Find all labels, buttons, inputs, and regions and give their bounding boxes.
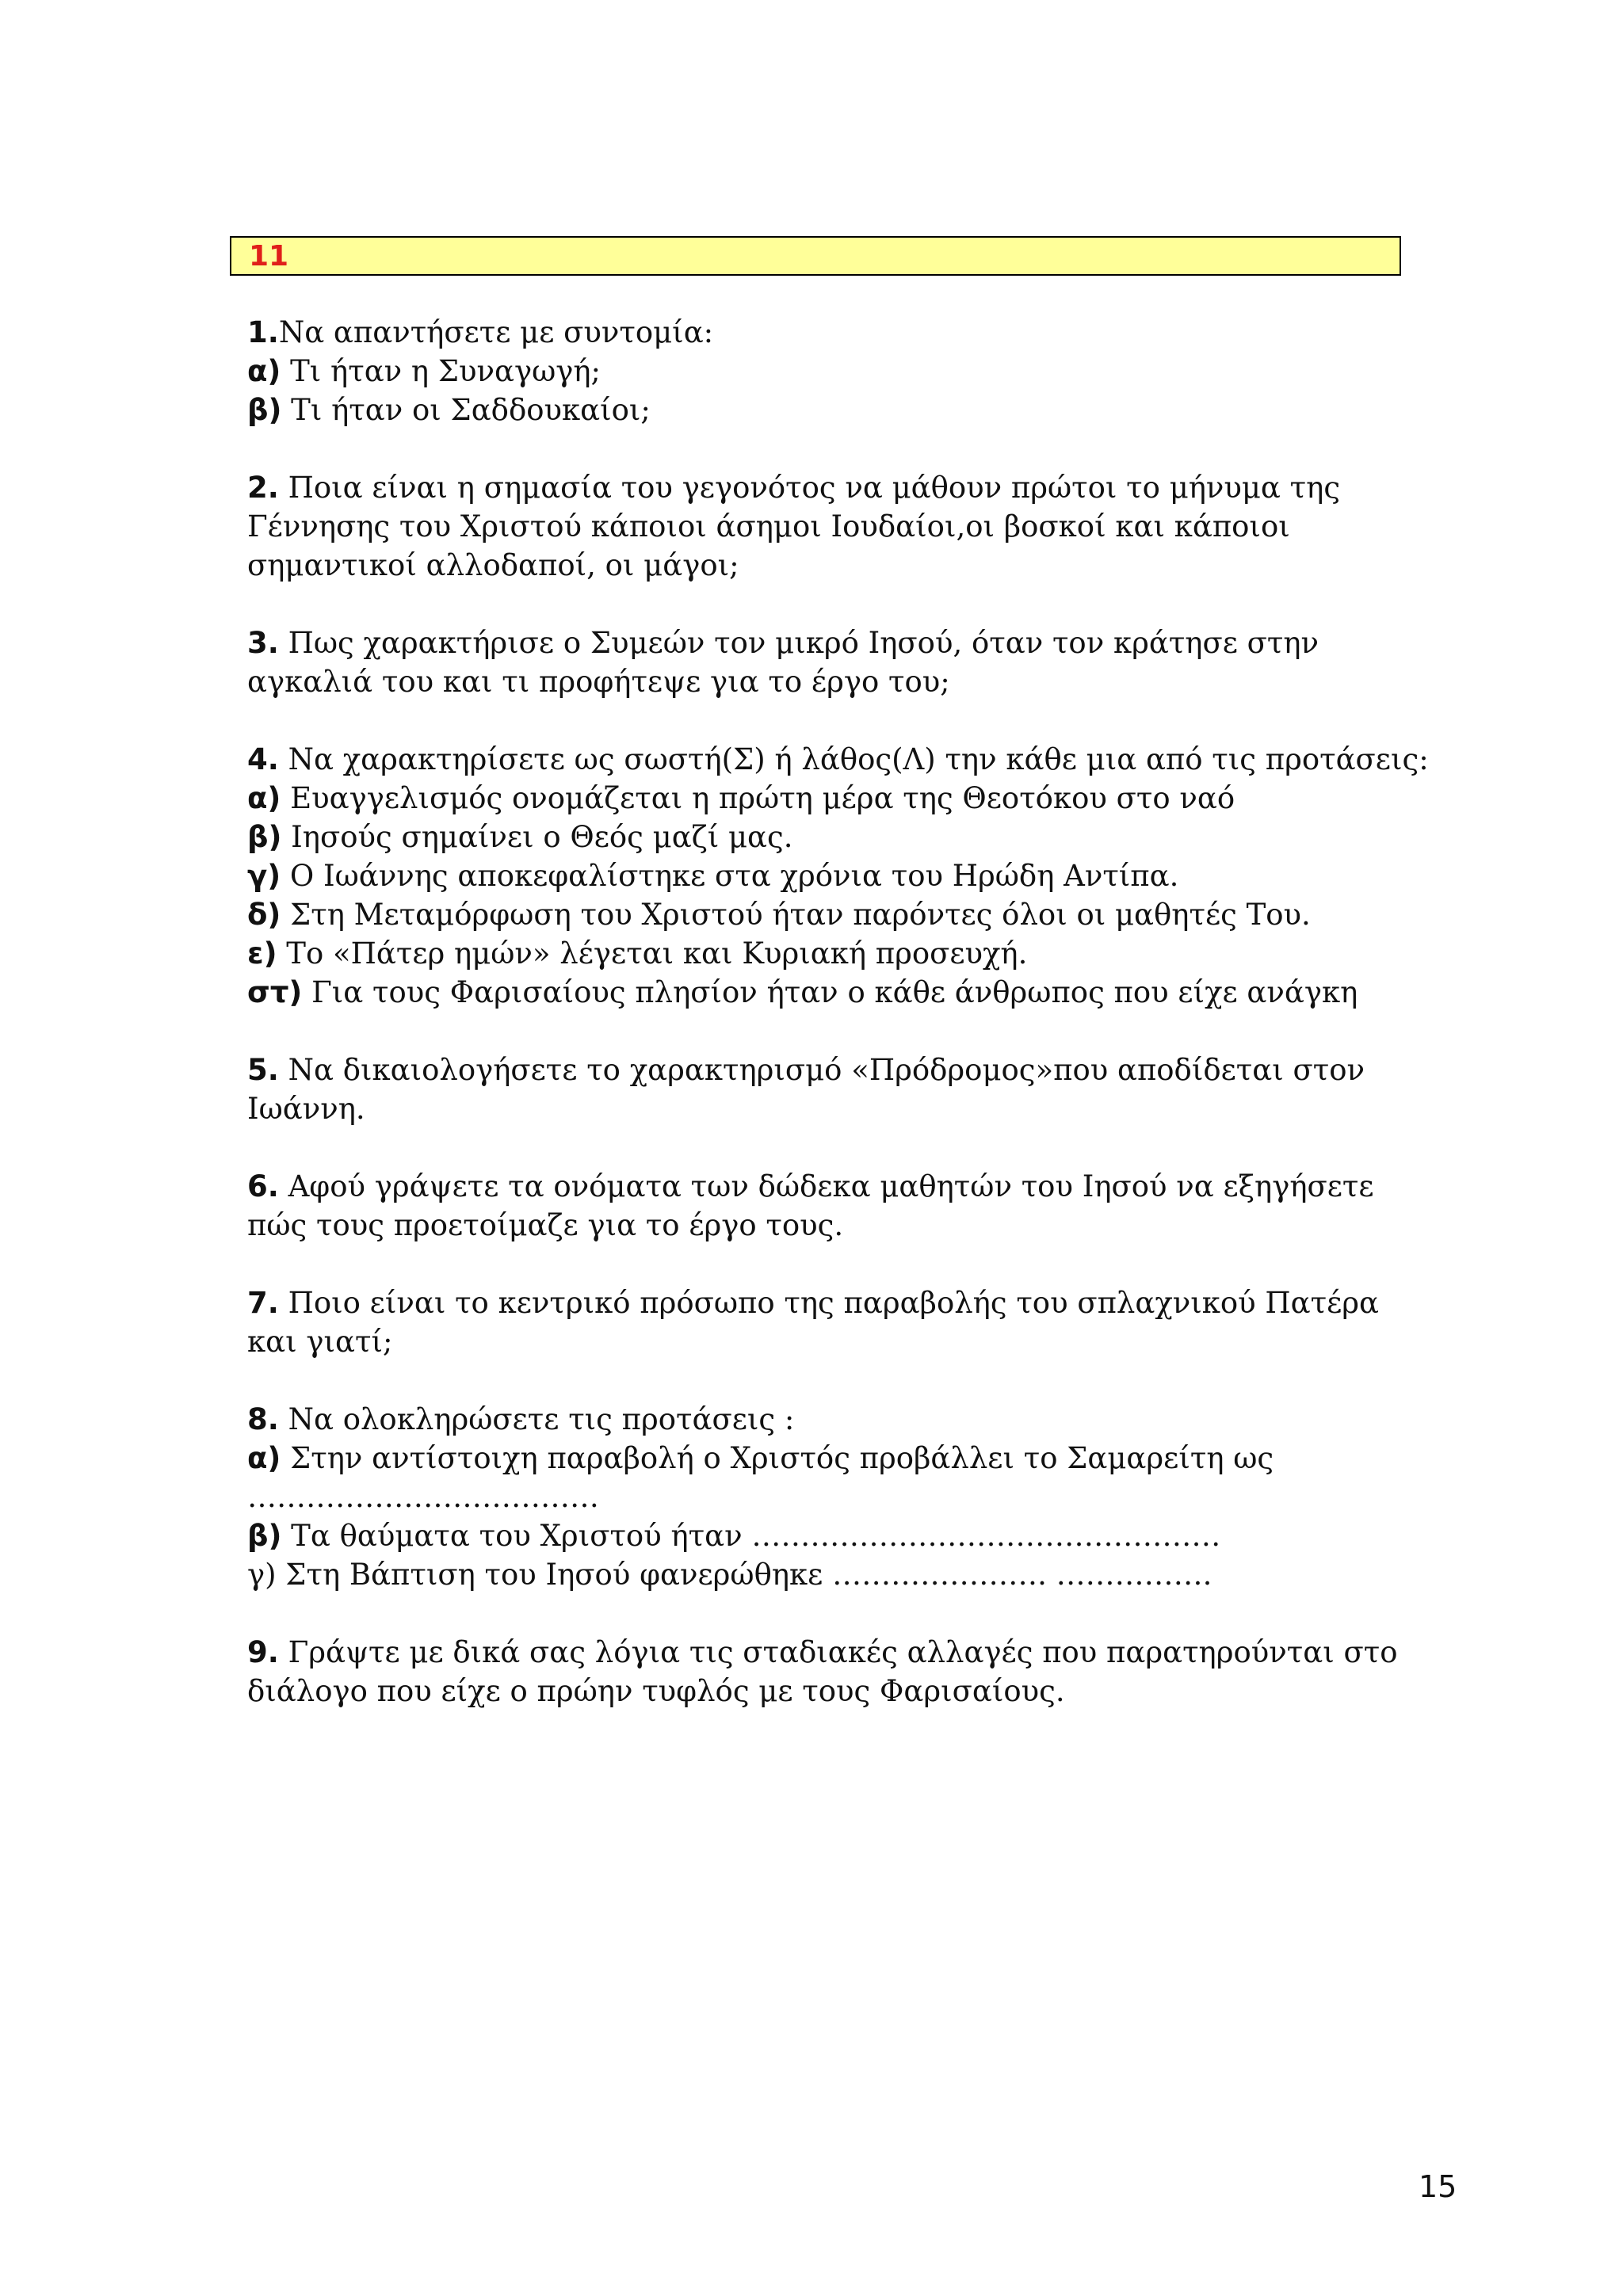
item-text: πώς τους προετοίμαζε για το έργο τους. [247,1208,844,1242]
answer-blank-line [247,1478,1452,1516]
item-text: αγκαλιά του και τι προφήτεψε για το έργο του; [247,665,950,699]
item-text: Το «Πάτερ ημών» λέγεται και Κυριακή προσευχή. [277,936,1028,971]
item-text: Ποιο είναι το κεντρικό πρόσωπο της παραβολής του σπλαχνικού Πατέρα [278,1286,1380,1320]
item-text: Ο Ιωάννης αποκεφαλίστηκε στα χρόνια του Ηρώδη Αντίπα. [281,859,1179,893]
question-line [247,1439,1452,1478]
item-text: Στην αντίστοιχη παραβολή ο Χριστός προβάλλει το Σαμαρείτη ως [281,1441,1274,1475]
question-line [247,1633,1452,1672]
question-line [247,624,1452,662]
item-text: Να ολοκληρώσετε τις προτάσεις : [278,1402,795,1436]
item-text: Πως χαρακτήρισε ο Συμεών τον μικρό Ιησού, όταν τον κράτησε στην [278,626,1319,660]
item-marker: 1. [247,315,279,349]
item-text: Ποια είναι η σημασία του γεγονότος να μάθουν πρώτοι το μήνυμα της [278,471,1341,505]
question-line [247,391,1452,429]
item-text: Να χαρακτηρίσετε ως σωστή(Σ) ή λάθος(Λ) την κάθε μια από τις προτάσεις: [278,742,1429,776]
item-text: γ) Στη Βάπτιση του Ιησού φανερώθηκε …………………. ……………. [247,1558,1212,1592]
question-line [247,856,1452,895]
question-4 [247,740,1452,1012]
question-3 [247,624,1452,701]
item-marker: 2. [247,471,279,505]
item-marker: 4. [247,742,279,776]
question-line [247,934,1452,973]
item-text: διάλογο που είχε ο πρώην τυφλός με τους Φαρισαίους. [247,1674,1065,1708]
item-text: Να απαντήσετε με συντομία: [278,315,714,349]
question-line [247,1400,1452,1439]
item-marker: α) [247,354,281,388]
question-line [247,895,1452,934]
question-line [247,779,1452,818]
section-header-box [230,236,1401,276]
question-line [247,507,1452,546]
item-marker: β) [247,393,282,427]
question-line [247,1167,1452,1206]
item-marker: γ) [247,859,281,893]
item-marker: α) [247,1441,281,1475]
item-text: Γέννησης του Χριστού κάποιοι άσημοι Ιουδαίοι,οι βοσκοί και κάποιοι [247,509,1290,543]
item-marker: 8. [247,1402,279,1436]
question-8 [247,1400,1452,1594]
item-text: Τα θαύματα του Χριστού ήταν ………………………………………… [281,1519,1221,1553]
questions-list [247,313,1452,1749]
item-text: Ιησούς σημαίνει ο Θεός μαζί μας. [281,820,793,854]
item-text: και γιατί; [247,1325,393,1359]
item-text: Ιωάννη. [247,1092,365,1126]
item-text: ……………………………… [247,1480,599,1514]
item-text: Τι ήταν η Συναγωγή; [281,354,601,388]
item-marker: 9. [247,1635,279,1669]
item-text: Γράψτε με δικά σας λόγια τις σταδιακές αλλαγές που παρατηρούνται στο [278,1635,1398,1669]
question-line [247,468,1452,507]
item-text: Στη Μεταμόρφωση του Χριστού ήταν παρόντες όλοι οι μαθητές Του. [281,898,1311,932]
question-line [247,352,1452,391]
question-1 [247,313,1452,429]
page-number: 15 [1419,2169,1457,2204]
question-line [247,1322,1452,1361]
item-marker: α) [247,781,281,815]
item-marker: δ) [247,898,281,932]
question-9 [247,1633,1452,1711]
question-line [247,1206,1452,1245]
question-6 [247,1167,1452,1245]
question-line [247,1516,1452,1555]
item-text: Αφού γράψετε τα ονόματα των δώδεκα μαθητών του Ιησού να εξηγήσετε [278,1169,1374,1203]
question-line [247,1051,1452,1089]
section-number: 11 [249,240,289,273]
item-marker: 7. [247,1286,279,1320]
question-line [247,740,1452,779]
item-marker: 3. [247,626,279,660]
item-text: Για τους Φαρισαίους πλησίον ήταν ο κάθε άνθρωπος που είχε ανάγκη [302,975,1358,1009]
item-marker: στ) [247,975,303,1009]
question-line [247,818,1452,856]
item-marker: ε) [247,936,277,971]
question-line [247,313,1452,352]
question-2 [247,468,1452,585]
question-line [247,546,1452,585]
question-line [247,1555,1452,1594]
item-text: Τι ήταν οι Σαδδουκαίοι; [281,393,651,427]
question-7 [247,1283,1452,1361]
item-marker: β) [247,1519,282,1553]
question-line [247,1283,1452,1322]
question-line [247,1089,1452,1128]
question-line [247,973,1452,1012]
question-5 [247,1051,1452,1128]
item-marker: 6. [247,1169,279,1203]
item-marker: β) [247,820,282,854]
item-marker: 5. [247,1053,279,1087]
item-text: Να δικαιολογήσετε το χαρακτηρισμό «Πρόδρομος»που αποδίδεται στον [278,1053,1365,1087]
item-text: σημαντικοί αλλοδαποί, οι μάγοι; [247,548,739,582]
question-line [247,1672,1452,1711]
item-text: Ευαγγελισμός ονομάζεται η πρώτη μέρα της Θεοτόκου στο ναό [281,781,1235,815]
question-line [247,662,1452,701]
